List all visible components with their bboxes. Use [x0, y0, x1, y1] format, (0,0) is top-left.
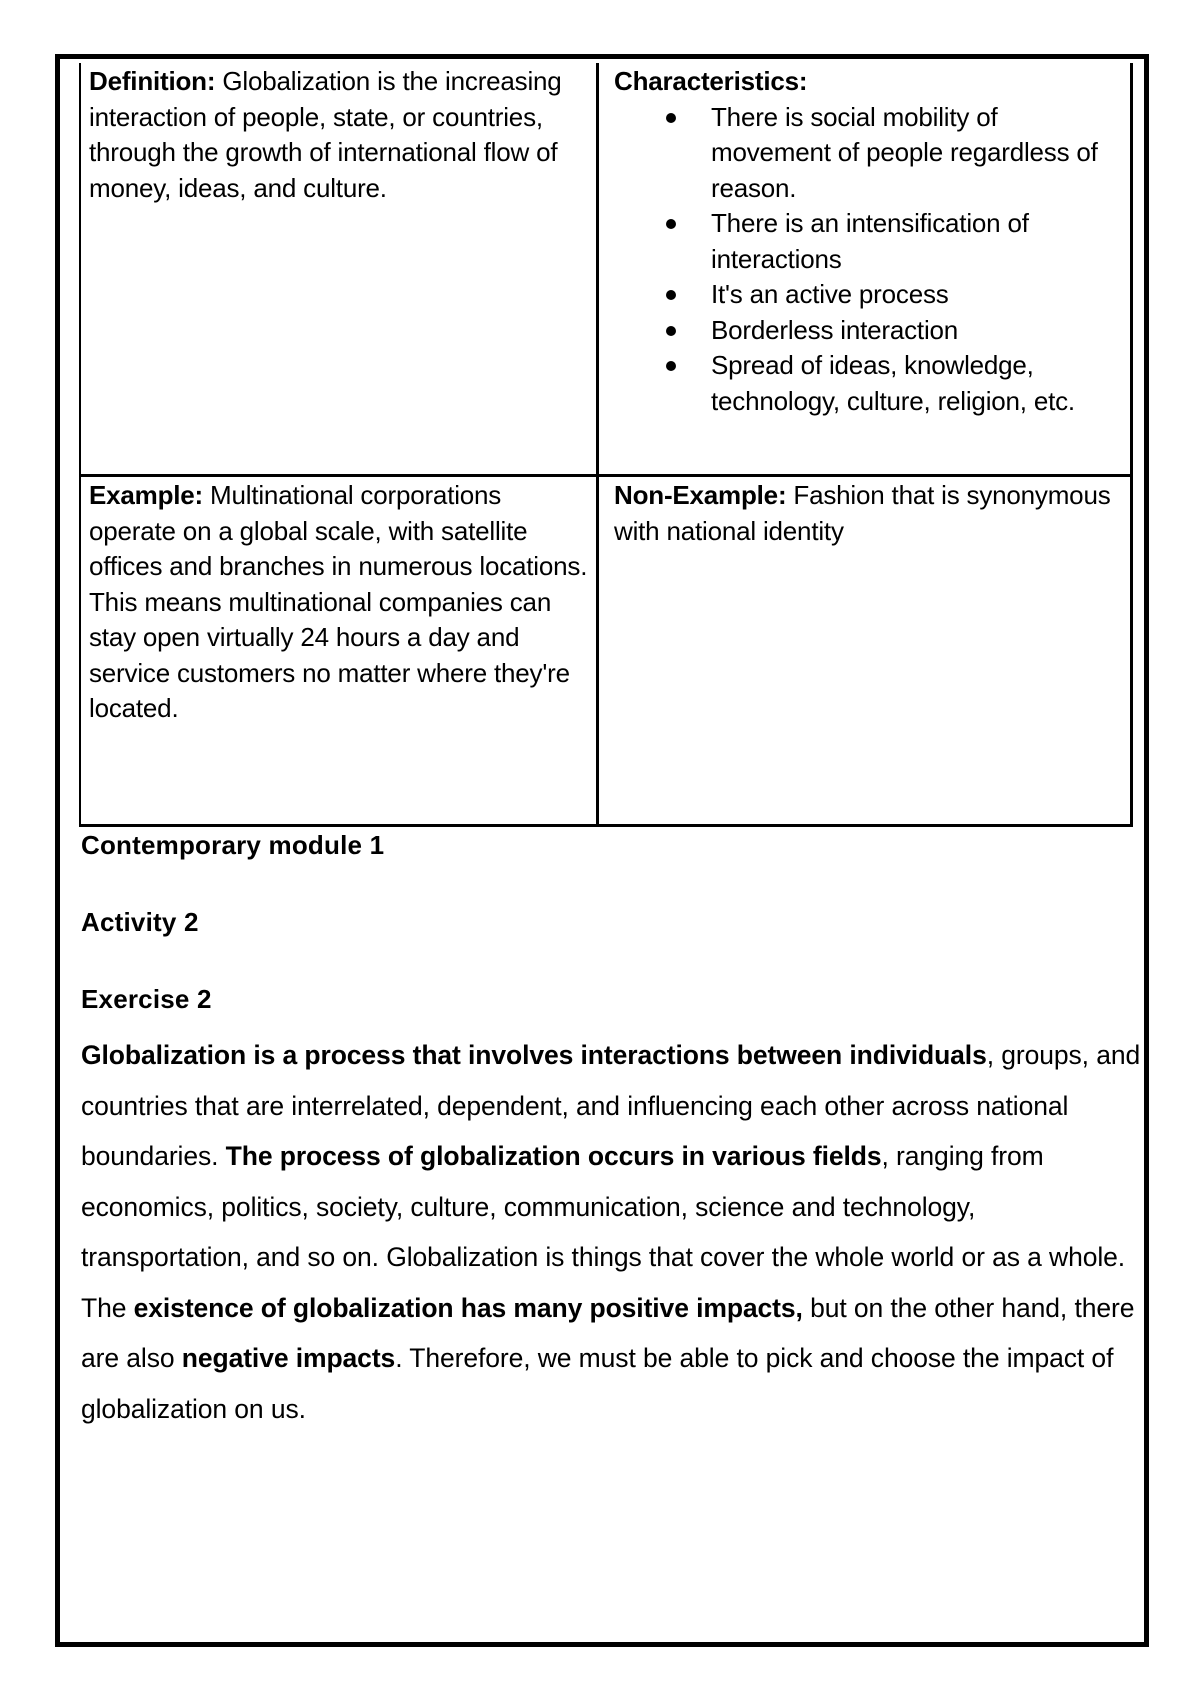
answer-bold-phrase: Globalization is a process that involves interactions between individuals	[81, 1040, 987, 1070]
characteristic-item: Spread of ideas, knowledge, technology, culture, religion, etc.	[614, 348, 1114, 419]
definition-label: Definition:	[89, 66, 216, 96]
answer-paragraph-2	[81, 1283, 1141, 1435]
definition-cell	[89, 64, 589, 206]
non-example-cell	[614, 478, 1114, 549]
characteristic-item: There is social mobility of movement of people regardless of reason.	[614, 100, 1114, 207]
definition-text: Globalization is the increasing interaction of people, state, or countries, through the growth of international flow of money, ideas, and culture.	[89, 66, 562, 203]
table-vertical-divider	[596, 63, 599, 824]
characteristics-label: Characteristics:	[614, 66, 808, 96]
activity-heading: Activity 2	[81, 907, 199, 937]
answer-bold-phrase: The process of globalization occurs in various fields	[225, 1141, 882, 1171]
characteristics-cell	[614, 64, 1114, 419]
answer-text: but on the other hand, there are also	[81, 1292, 1135, 1373]
exercise-heading: Exercise 2	[81, 984, 212, 1014]
exercise-answer	[81, 1030, 1141, 1434]
characteristic-item: It's an active process	[614, 277, 1114, 313]
characteristics-list	[614, 100, 1114, 420]
example-label: Example:	[89, 480, 204, 510]
answer-text: , groups, and countries that are interrelated, dependent, and influencing each other across national boundaries.	[81, 1040, 1141, 1171]
answer-text: . Therefore, we must be able to pick and choose the impact of globalization on us.	[81, 1343, 1114, 1424]
answer-bold-phrase: existence of globalization has many positive impacts,	[133, 1292, 803, 1323]
frayer-model-table	[79, 63, 1133, 827]
example-text: Multinational corporations operate on a global scale, with satellite offices and branches in numerous locations. This means multinational companies can stay open virtually 24 hours a day and service customers no matter where they're located.	[89, 480, 588, 723]
answer-text: The	[81, 1292, 134, 1323]
characteristic-item: There is an intensification of interactions	[614, 206, 1114, 277]
characteristic-item: Borderless interaction	[614, 313, 1114, 349]
table-horizontal-divider	[81, 474, 1130, 477]
answer-paragraph-1	[81, 1030, 1141, 1283]
answer-bold-phrase: negative impacts	[181, 1343, 396, 1373]
answer-text: , ranging from economics, politics, society, culture, communication, science and technology, transportation, and so on. Globalization is things that cover the whole world or as a whole.	[81, 1141, 1126, 1272]
module-heading: Contemporary module 1	[81, 830, 385, 860]
non-example-text: Fashion that is synonymous with national identity	[614, 480, 1111, 546]
non-example-label: Non-Example:	[614, 480, 787, 510]
example-cell	[89, 478, 589, 727]
